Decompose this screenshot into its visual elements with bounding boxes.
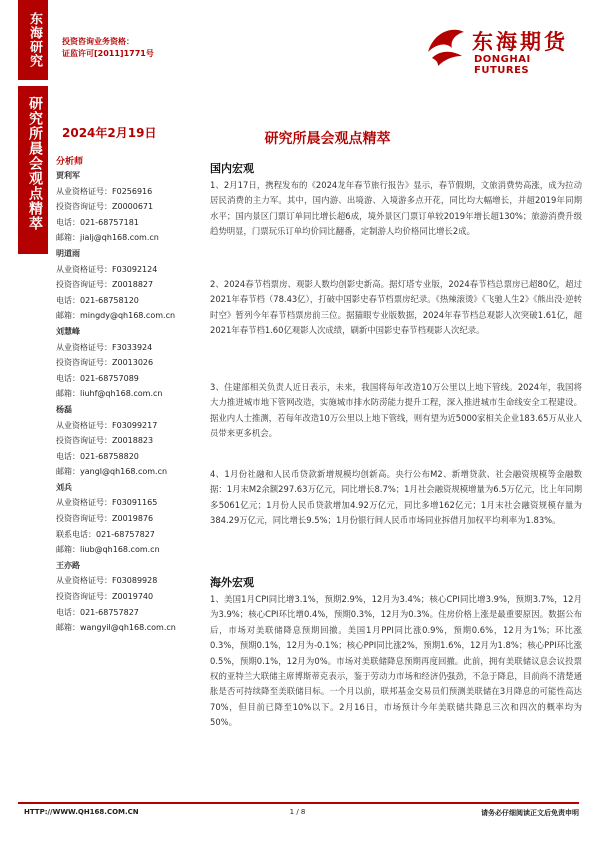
page-title: 研究所晨会观点精萃 — [264, 131, 391, 147]
analyst-detail: 投资咨询证号：Z0018823 — [56, 436, 154, 446]
analyst-detail: 从业资格证号：F03099217 — [56, 420, 158, 430]
analyst-detail: 联系电话：021-68757827 — [56, 529, 155, 539]
analyst-detail: 电话：021-68757827 — [56, 607, 139, 617]
analyst-card — [56, 480, 196, 558]
analyst-card — [56, 246, 196, 324]
analyst-detail: 电话：021-68757181 — [56, 217, 139, 227]
logo-emblem-icon — [422, 22, 470, 70]
logo-text-cn: 东海期货 — [472, 29, 568, 54]
analyst-name: 王亦路 — [56, 560, 80, 570]
license-line-1: 投资咨询业务资格： — [62, 37, 134, 46]
domestic-paragraph: 4、1月份社融和人民币贷款新增规模均创新高。央行公布M2、新增贷款、社会融资规模等金融数据：1月末M2余额297.63万亿元，同比增长8.7%；1月社会融资规模增量为6.5万亿元，比上年同期多5061亿元；1月份人民币贷款增加4.92万亿元，同比多增162亿元；1月末社会融资规模存量为384.29万亿元，同比增长9.5%；1月份银行间人民币市场同业拆借月加权平均利率为1.83%。 — [210, 469, 582, 526]
analyst-email[interactable]: 邮箱：jialj@qh168.com.cn — [56, 233, 159, 243]
logo-text-en: DONGHAI FUTURES — [474, 54, 531, 76]
page-number: 1 / 8 — [289, 808, 306, 816]
license-info — [62, 36, 154, 60]
analyst-email[interactable]: 邮箱：mingdy@qh168.com.cn — [56, 311, 176, 321]
analyst-detail: 电话：021-68757089 — [56, 373, 139, 383]
analyst-name: 刘慧峰 — [56, 326, 80, 336]
analyst-detail: 投资咨询证号：Z0000671 — [56, 202, 154, 212]
report-type-band — [18, 86, 48, 254]
report-type-label: 研究所晨会观点精萃 — [27, 96, 43, 231]
analyst-detail: 投资咨询证号：Z0018827 — [56, 280, 154, 290]
section-heading-domestic: 国内宏观 — [210, 162, 254, 175]
analyst-list — [56, 168, 196, 636]
analyst-detail: 电话：021-68758120 — [56, 295, 139, 305]
analyst-card — [56, 402, 196, 480]
section-heading-overseas: 海外宏观 — [210, 576, 254, 589]
domestic-paragraph: 2、2024春节档票房、观影人数均创影史新高。据灯塔专业版，2024春节档总票房已超80亿，超过2021年春节档（78.43亿），打破中国影史春节档票房纪录。《热辣滚烫》《飞驰人生2》《熊出没·逆转时空》暂列今年春节档票房前三位。据猫眼专业版数据，2024年春节档总观影人次突破1.61亿，超2021年春节档1.60亿观影人次成绩，刷新中国影史春节档观影人次纪录。 — [210, 279, 582, 336]
footer-divider — [18, 802, 579, 804]
analyst-card — [56, 558, 196, 636]
footer-website-link[interactable]: HTTP://WWW.QH168.COM.CN — [24, 808, 139, 816]
domestic-paragraph: 3、住建部相关负责人近日表示，未来，我国将每年改造10万公里以上地下管线。2024年，我国将大力推进城市地下管网改造，实施城市排水防涝能力提升工程，深入推进城市生命线安全工程建设。据业内人士推测，若每年改造10万公里以上地下管线，则有望为近5000家相关企业183.65万从业人员带来更多机会。 — [210, 382, 582, 439]
brand-band — [18, 0, 48, 80]
report-date: 2024年2月19日 — [62, 126, 157, 140]
analyst-detail: 从业资格证号：F03092124 — [56, 264, 158, 274]
analyst-name: 刘兵 — [56, 482, 72, 492]
analyst-detail: 电话：021-68758820 — [56, 451, 139, 461]
analyst-card — [56, 324, 196, 402]
analyst-email[interactable]: 邮箱：yangl@qh168.com.cn — [56, 467, 168, 477]
analyst-detail: 投资咨询证号：Z0019740 — [56, 592, 154, 602]
company-logo — [420, 18, 585, 74]
disclaimer-note: 请务必仔细阅读正文后免责申明 — [481, 809, 579, 817]
analyst-name: 贾利军 — [56, 171, 80, 180]
analyst-name: 明道雨 — [56, 248, 80, 258]
analyst-detail: 投资咨询证号：Z0013026 — [56, 358, 154, 368]
analyst-detail: 从业资格证号：F03091165 — [56, 498, 158, 508]
overseas-paragraph: 1、美国1月CPI同比增3.1%，预期2.9%，12月为3.4%；核心CPI同比增3.9%，预期3.7%，12月为3.9%；核心CPI环比增0.4%，预期0.3%，12月为0.3%。住房价格上涨是最重要原因。数据公布后，市场对美联储降息预期回撤。美国1月PPI同比涨0.9%，预期0.6%，12月为1%；环比涨0.3%，预期0.1%，12月为-0.1%；核心PPI同比涨2%，预期1.6%，12月为1.8%；核心PPI环比涨0.5%，预期0.1%，12月为0%。市场对美联储降息预期再度回撤。此前，拥有美联储议息会议投票权的亚特兰大联储主席博斯蒂克表示，鉴于劳动力市场和经济仍强劲，不急于降息，目前尚不清楚通胀是否可持续降至美联储目标。一个月以前，联邦基金交易员们预测美联储在3月降息的可能性高达70%，但目前已降至10%以下。2月16日，市场预计今年美联储共降息三次和四次的概率均为50%。 — [210, 594, 582, 728]
analyst-name: 杨磊 — [56, 404, 72, 414]
analyst-heading: 分析师 — [56, 157, 84, 167]
analyst-card — [56, 168, 196, 246]
analyst-email[interactable]: 邮箱：liub@qh168.com.cn — [56, 545, 160, 555]
analyst-email[interactable]: 邮箱：liuhf@qh168.com.cn — [56, 389, 163, 399]
analyst-detail: 从业资格证号：F03089928 — [56, 576, 158, 586]
domestic-paragraph: 1、2月17日，携程发布的《2024龙年春节旅行报告》显示，春节假期，文旅消费势高涨，成为拉动居民消费的主力军。其中，国内游、出境游、入境游多点开花，同比均大幅增长，并超2019年同期水平；国内景区门票订单同比增长超6成，境外景区门票订单较2019年增长超130%；旅游消费升级趋势明显，门票玩乐订单均价同比翻番，定制游人均价格同比增长2成。 — [210, 180, 582, 237]
brand-band-label: 东海研究 — [27, 12, 42, 68]
analyst-detail: 从业资格证号：F3033924 — [56, 342, 153, 352]
license-line-2: 证监许可[2011]1771号 — [62, 49, 154, 58]
analyst-email[interactable]: 邮箱：wangyil@qh168.com.cn — [56, 623, 176, 633]
analyst-detail: 从业资格证号：F0256916 — [56, 186, 153, 196]
analyst-detail: 投资咨询证号：Z0019876 — [56, 514, 154, 524]
